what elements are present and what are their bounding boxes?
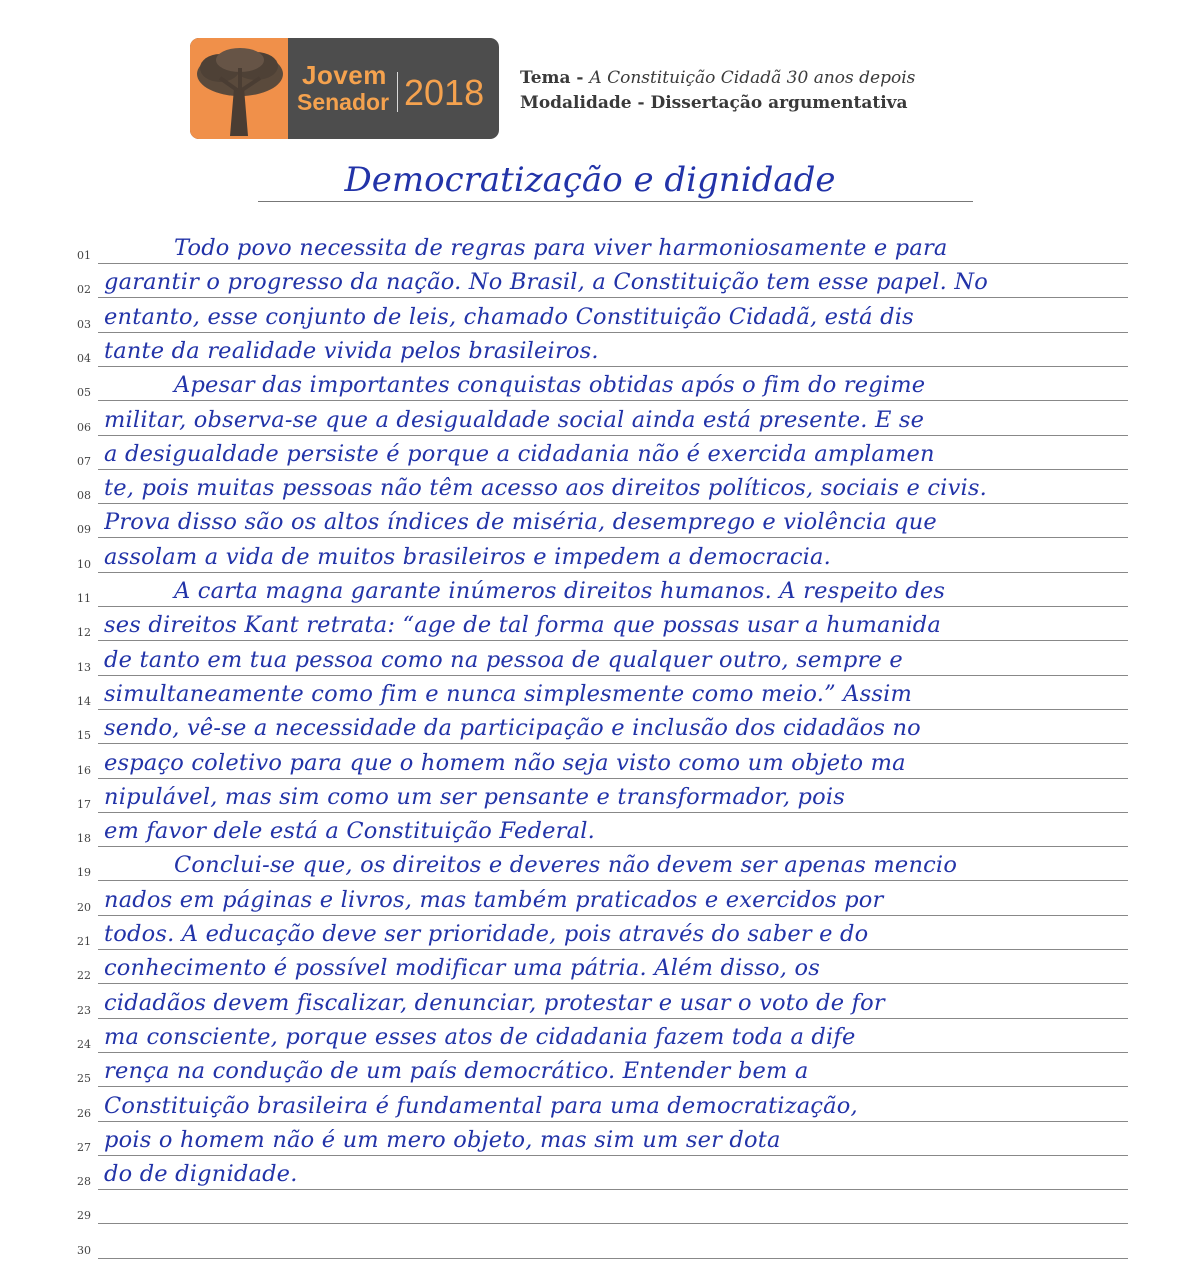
line-text: Prova disso são os altos índices de miséria, desemprego e violência que <box>104 509 937 536</box>
line-number: 27 <box>77 1140 91 1154</box>
essay-line <box>0 573 1200 607</box>
line-text: assolam a vida de muitos brasileiros e impedem a democracia. <box>104 543 832 570</box>
line-text: Apesar das importantes conquistas obtidas após o fim do regime <box>174 372 926 399</box>
essay-line <box>0 710 1200 744</box>
jovem-senador-logo <box>190 38 499 139</box>
line-text: entanto, esse conjunto de leis, chamado Constituição Cidadã, está dis <box>104 303 914 330</box>
logo-senador-text: Senador <box>297 89 390 115</box>
essay-line <box>0 539 1200 573</box>
essay-line <box>0 436 1200 470</box>
essay-line <box>0 985 1200 1019</box>
modalidade-label: Modalidade - <box>520 93 651 113</box>
line-text: militar, observa-se que a desigualdade social ainda está presente. E se <box>104 406 925 433</box>
line-number: 08 <box>77 489 91 503</box>
line-number: 26 <box>77 1106 91 1120</box>
essay-line <box>0 264 1200 298</box>
essay-line <box>0 950 1200 984</box>
tree-icon <box>190 38 288 139</box>
essay-line <box>0 676 1200 710</box>
tema-line <box>520 66 915 91</box>
line-text: todos. A educação deve ser prioridade, pois através do saber e do <box>104 921 869 947</box>
essay-line <box>0 402 1200 436</box>
essay-line <box>0 1053 1200 1087</box>
essay-line <box>0 1225 1200 1259</box>
line-text: do de dignidade. <box>104 1161 298 1188</box>
line-text: rença na condução de um país democrático. Entender bem a <box>104 1058 809 1085</box>
essay-line <box>0 470 1200 504</box>
line-number: 01 <box>77 249 91 262</box>
line-number: 04 <box>77 351 91 365</box>
logo-separator <box>397 72 398 112</box>
line-number: 05 <box>77 386 91 400</box>
line-number: 15 <box>77 729 91 743</box>
modalidade-value: Dissertação argumentativa <box>650 93 908 113</box>
line-number: 17 <box>77 797 91 811</box>
line-text: sendo, vê-se a necessidade da participação e inclusão dos cidadãos no <box>104 715 921 742</box>
line-number: 11 <box>77 592 91 605</box>
line-number: 18 <box>77 832 91 846</box>
line-text: conhecimento é possível modificar uma pátria. Além disso, os <box>104 955 820 982</box>
essay-line <box>0 779 1200 813</box>
logo-text-area <box>288 38 499 139</box>
line-number: 23 <box>77 1003 91 1017</box>
line-number: 13 <box>77 660 91 674</box>
line-text: cidadãos devem fiscalizar, denunciar, protestar e usar o voto de for <box>104 989 885 1016</box>
essay-line <box>0 1088 1200 1122</box>
essay-line <box>0 230 1200 264</box>
essay-line <box>0 813 1200 847</box>
line-text: nados em páginas e livros, mas também praticados e exercidos por <box>104 886 884 913</box>
line-number: 21 <box>77 935 91 948</box>
essay-line <box>0 745 1200 779</box>
line-text: a desigualdade persiste é porque a cidadania não é exercida amplamen <box>104 440 935 467</box>
essay-line <box>0 642 1200 676</box>
logo-tree-panel <box>190 38 288 139</box>
title-rule <box>258 201 973 202</box>
line-rule <box>98 1258 1128 1259</box>
essay-line <box>0 299 1200 333</box>
essay-metadata <box>520 66 915 116</box>
line-number: 14 <box>77 694 91 708</box>
essay-line <box>0 1122 1200 1156</box>
line-text: te, pois muitas pessoas não têm acesso aos direitos políticos, sociais e civis. <box>104 475 987 502</box>
line-text: nipulável, mas sim como um ser pensante e transformador, pois <box>104 783 846 810</box>
line-number: 25 <box>77 1072 91 1086</box>
line-text: Conclui-se que, os direitos e deveres não devem ser apenas mencio <box>174 852 958 879</box>
essay-line <box>0 1156 1200 1190</box>
line-number: 07 <box>77 454 91 468</box>
line-text: tante da realidade vivida pelos brasileiros. <box>104 337 599 364</box>
line-number: 24 <box>77 1037 91 1051</box>
line-number: 06 <box>77 420 91 434</box>
line-text: de tanto em tua pessoa como na pessoa de qualquer outro, sempre e <box>104 646 903 673</box>
essay-line <box>0 882 1200 916</box>
logo-year: 2018 <box>404 72 485 113</box>
line-text: simultaneamente como fim e nunca simplesmente como meio.” Assim <box>104 680 913 707</box>
essay-line <box>0 367 1200 401</box>
line-text: ses direitos Kant retrata: “age de tal forma que possas usar a humanida <box>104 612 941 639</box>
line-text: ma consciente, porque esses atos de cidadania fazem toda a dife <box>104 1023 856 1050</box>
line-number: 03 <box>77 317 91 331</box>
line-text: A carta magna garante inúmeros direitos humanos. A respeito des <box>174 578 946 604</box>
essay-line <box>0 504 1200 538</box>
line-number: 16 <box>77 763 91 777</box>
essay-line <box>0 847 1200 881</box>
line-text: pois o homem não é um mero objeto, mas sim um ser dota <box>104 1126 781 1153</box>
essay-title: Democratização e dignidade <box>344 160 836 200</box>
line-number: 09 <box>77 523 91 537</box>
line-number: 02 <box>77 283 91 297</box>
modalidade-line <box>520 91 915 116</box>
essay-line <box>0 333 1200 367</box>
essay-line <box>0 607 1200 641</box>
essay-line <box>0 1019 1200 1053</box>
logo-jovem-text: Jovem <box>302 60 387 90</box>
essay-line <box>0 916 1200 950</box>
line-text: em favor dele está a Constituição Federal. <box>104 818 595 845</box>
line-text: Todo povo necessita de regras para viver harmoniosamente e para <box>174 235 948 261</box>
line-text: garantir o progresso da nação. No Brasil, a Constituição tem esse papel. No <box>104 269 989 296</box>
tema-label: Tema - <box>520 68 590 88</box>
line-text: espaço coletivo para que o homem não seja visto como um objeto ma <box>104 749 906 776</box>
line-number: 29 <box>77 1209 91 1223</box>
line-number: 22 <box>77 969 91 983</box>
line-text: Constituição brasileira é fundamental para uma democratização, <box>104 1092 858 1119</box>
line-number: 12 <box>77 626 91 640</box>
line-number: 10 <box>77 557 91 571</box>
essay-line <box>0 1190 1200 1224</box>
line-number: 28 <box>77 1175 91 1189</box>
line-number: 30 <box>77 1243 91 1257</box>
line-number: 19 <box>77 866 91 880</box>
line-number: 20 <box>77 900 91 914</box>
tema-value: A Constituição Cidadã 30 anos depois <box>589 68 916 88</box>
